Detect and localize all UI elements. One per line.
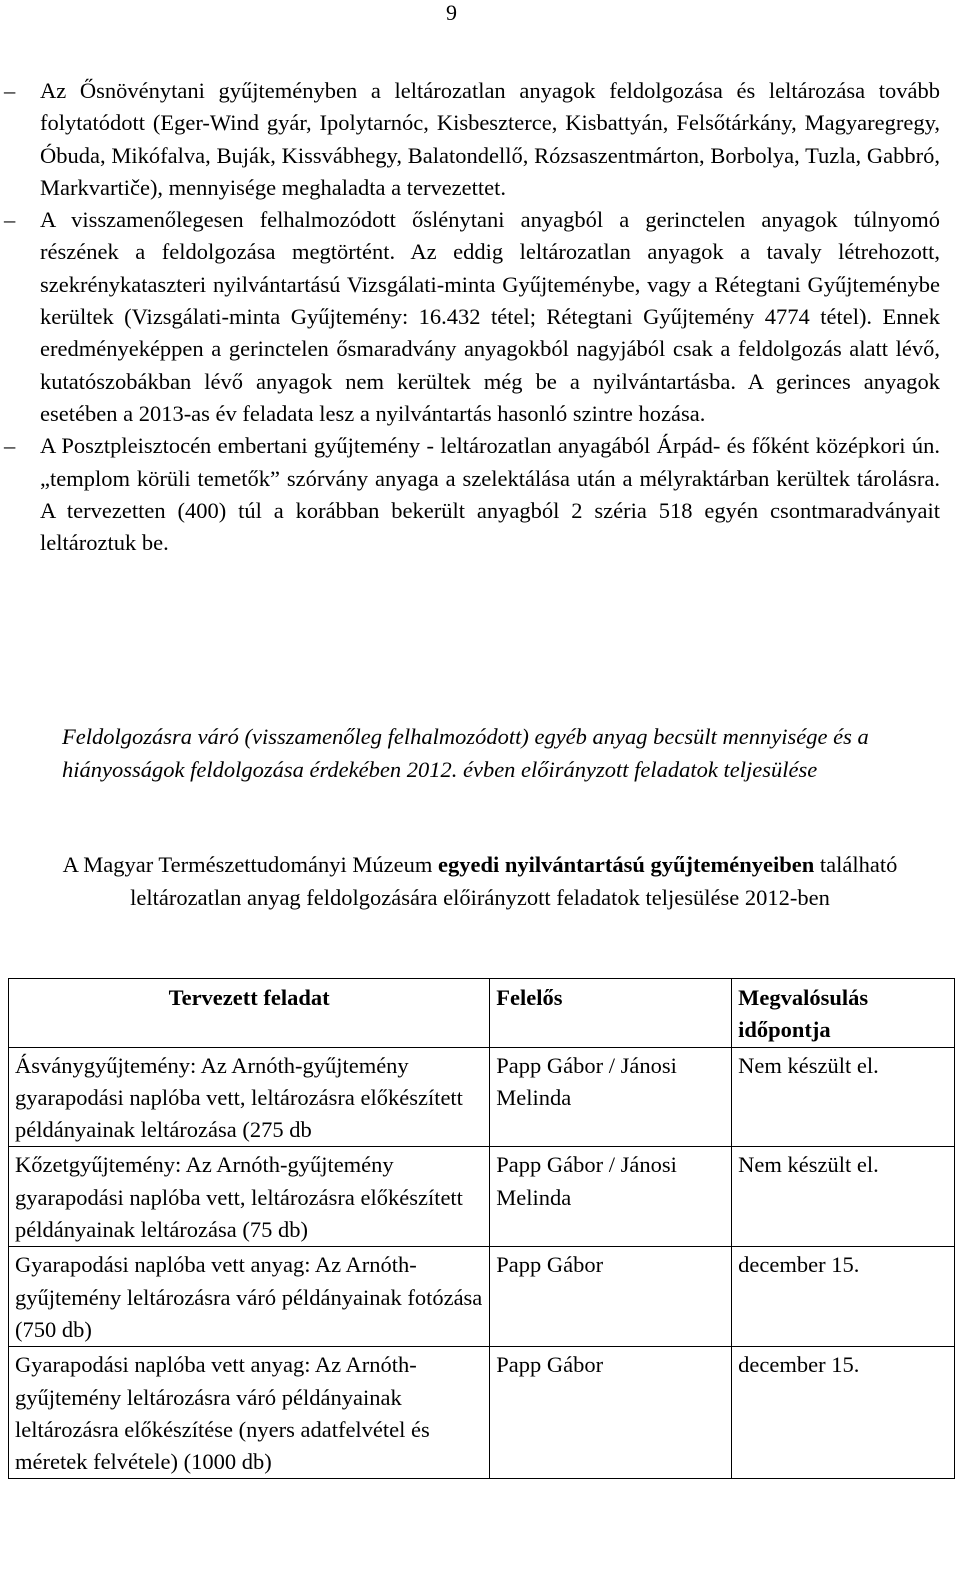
cell-date: Nem készült el. — [732, 1047, 955, 1147]
table-row — [9, 1047, 955, 1147]
table-caption — [40, 849, 920, 914]
cell-task: Ásványgyűjtemény: Az Arnóth-gyűjtemény gyarapodási naplóba vett, leltározásra előkészített példányainak leltározása (275 db — [9, 1047, 490, 1147]
bullet-item — [0, 75, 960, 204]
tasks-table — [8, 978, 955, 1479]
cell-responsible: Papp Gábor / Jánosi Melinda — [490, 1047, 732, 1147]
cell-task: Gyarapodási naplóba vett anyag: Az Arnóth-gyűjtemény leltározásra váró példányainak leltározásra előkészítése (nyers adatfelvétel és méretek felvétele) (1000 db) — [9, 1347, 490, 1479]
header-responsible: Felelős — [490, 979, 732, 1048]
cell-responsible: Papp Gábor — [490, 1247, 732, 1347]
bullet-text: Az Ősnövénytani gyűjteményben a leltározatlan anyagok feldolgozása és leltározása tovább folytatódott (Eger-Wind gyár, Ipolytarnóc, Kisbeszterce, Kisbattyán, Felsőtárkány, Magyaregregy, Óbuda, Mikófalva, Buják, Kissvábhegy, Balatondellő, Rózsaszentmárton, Borbolya, Tuzla, Gabbró, Markvartiče), mennyisége meghaladta a tervezettet. — [40, 78, 940, 200]
bullet-item — [0, 204, 960, 430]
table-row — [9, 1347, 955, 1479]
table-header-row — [9, 979, 955, 1048]
table-row — [9, 1247, 955, 1347]
header-completion-date: Megvalósulás időpontja — [732, 979, 955, 1048]
bullet-list — [0, 75, 960, 559]
caption-bold-text: egyedi nyilvántartású gyűjteményeiben — [438, 852, 815, 877]
bullet-text: A Posztpleisztocén embertani gyűjtemény - leltározatlan anyagából Árpád- és főként középkori ún. „templom körüli temetők” szórvány anyaga a szelektálása után a mélyraktárban kerültek tárolásra. A tervezetten (400) túl a korábban bekerült anyagból 2 széria 518 egyén csontmaradványait leltároztuk be. — [40, 433, 940, 556]
table-row — [9, 1147, 955, 1247]
cell-date: Nem készült el. — [732, 1147, 955, 1247]
bullet-item — [0, 430, 960, 559]
bullet-text: A visszamenőlegesen felhalmozódott őslénytani anyagból a gerinctelen anyagok túlnyomó részének a feldolgozása megtörtént. Az eddig leltározatlan anyagok a tavaly létrehozott, szekrénykataszteri nyilvántartású Vizsgálati-minta Gyűjteménybe, vagy a Rétegtani Gyűjteménybe kerültek (Vizsgálati-minta Gyűjtemény: 16.432 tétel; Rétegtani Gyűjtemény 4774 tétel). Ennek eredményeképpen a gerinctelen ősmaradvány anyagokból nagyjából csak a feldolgozás alatt lévő, kutatószobákban lévő anyagok nem kerültek még be a nyilvántartásba. A gerinces anyagok esetében a 2013-as év feladata lesz a nyilvántartás hasonló szintre hozása. — [40, 207, 940, 426]
cell-responsible: Papp Gábor / Jánosi Melinda — [490, 1147, 732, 1247]
cell-task: Kőzetgyűjtemény: Az Arnóth-gyűjtemény gyarapodási naplóba vett, leltározásra előkészített példányainak leltározása (75 db) — [9, 1147, 490, 1247]
header-planned-task: Tervezett feladat — [9, 979, 490, 1048]
caption-text: található leltározatlan anyag feldolgozására előirányzott feladatok teljesülése 2012-ben — [130, 852, 898, 910]
dash-marker: – — [4, 78, 16, 103]
caption-text: A Magyar Természettudományi Múzeum — [62, 852, 439, 877]
cell-date: december 15. — [732, 1347, 955, 1479]
cell-responsible: Papp Gábor — [490, 1347, 732, 1479]
cell-date: december 15. — [732, 1247, 955, 1347]
page-number: 9 — [446, 0, 457, 25]
dash-marker: – — [4, 433, 16, 459]
cell-task: Gyarapodási naplóba vett anyag: Az Arnóth-gyűjtemény leltározásra váró példányainak fotózása (750 db) — [9, 1247, 490, 1347]
section-title: Feldolgozásra váró (visszamenőleg felhalmozódott) egyéb anyag becsült mennyisége és a hiányosságok feldolgozása érdekében 2012. évben előirányzott feladatok teljesülése — [62, 724, 869, 782]
dash-marker: – — [4, 207, 16, 233]
